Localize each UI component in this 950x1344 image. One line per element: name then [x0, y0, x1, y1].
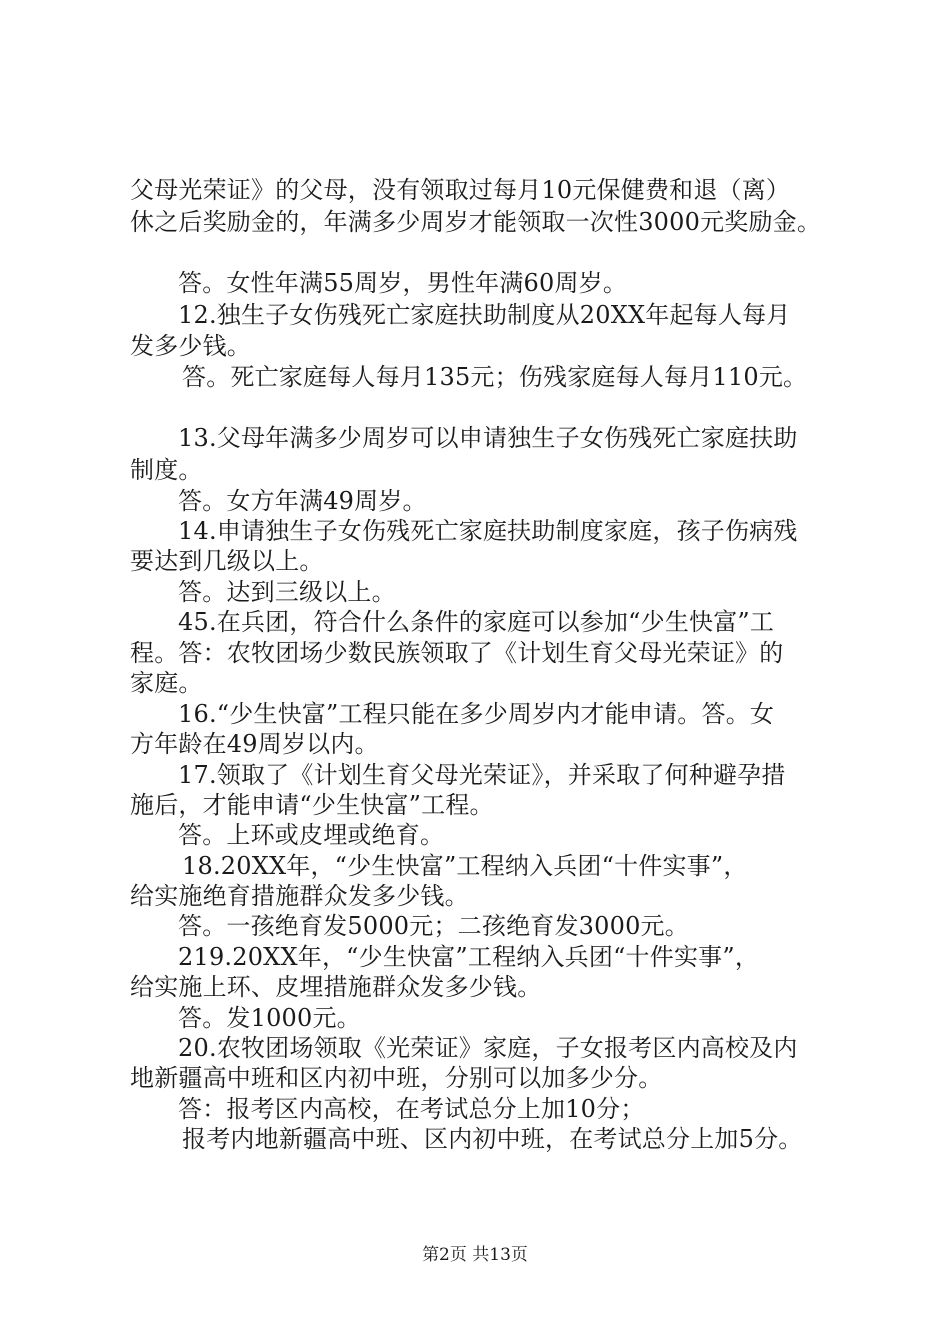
text-line: 休之后奖励金的，年满多少周岁才能领取一次性3000元奖励金。: [130, 208, 822, 236]
page-footer: 第2页 共13页: [422, 1245, 528, 1265]
question-line: 13.父母年满多少周岁可以申请独生子女伤残死亡家庭扶助: [178, 424, 798, 452]
question-line: 14.申请独生子女伤残死亡家庭扶助制度家庭，孩子伤病残: [178, 517, 798, 545]
question-line: 12.独生子女伤残死亡家庭扶助制度从20XX年起每人每月: [178, 301, 791, 329]
answer-line: 答。一孩绝育发5000元；二孩绝育发3000元。: [178, 912, 689, 940]
text-line: 家庭。: [130, 669, 203, 697]
question-line: 17.领取了《计划生育父母光荣证》，并采取了何种避孕措: [178, 761, 786, 789]
question-line: 45.在兵团，符合什么条件的家庭可以参加“少生快富”工: [178, 608, 775, 636]
text-line: 制度。: [130, 456, 203, 484]
question-line: 18.20XX年，“少生快富”工程纳入兵团“十件实事”，: [182, 852, 748, 880]
text-line: 父母光荣证》的父母，没有领取过每月10元保健费和退（离）: [130, 176, 791, 204]
answer-line: 报考内地新疆高中班、区内初中班，在考试总分上加5分。: [182, 1125, 803, 1153]
text-line: 程。答：农牧团场少数民族领取了《计划生育父母光荣证》的: [130, 639, 784, 667]
text-line: 给实施上环、皮埋措施群众发多少钱。: [130, 973, 542, 1001]
question-line: 20.农牧团场领取《光荣证》家庭，子女报考区内高校及内: [178, 1034, 798, 1062]
text-line: 要达到几级以上。: [130, 547, 324, 575]
answer-line: 答。死亡家庭每人每月135元；伤残家庭每人每月110元。: [182, 363, 808, 391]
answer-line: 答。女方年满49周岁。: [178, 487, 427, 515]
text-line: 给实施绝育措施群众发多少钱。: [130, 882, 469, 910]
answer-line: 答。达到三级以上。: [178, 578, 396, 606]
text-line: 方年龄在49周岁以内。: [130, 730, 379, 758]
text-line: 施后，才能申请“少生快富”工程。: [130, 791, 494, 819]
text-line: 地新疆高中班和区内初中班，分别可以加多少分。: [130, 1064, 663, 1092]
answer-line: 答。发1000元。: [178, 1004, 361, 1032]
answer-line: 答。女性年满55周岁，男性年满60周岁。: [178, 269, 628, 297]
answer-line: 答：报考区内高校，在考试总分上加10分；: [178, 1095, 645, 1123]
text-line: 发多少钱。: [130, 332, 251, 360]
question-line: 219.20XX年，“少生快富”工程纳入兵团“十件实事”，: [178, 943, 760, 971]
question-line: 16.“少生快富”工程只能在多少周岁内才能申请。答。女: [178, 700, 775, 728]
answer-line: 答。上环或皮埋或绝育。: [178, 821, 445, 849]
